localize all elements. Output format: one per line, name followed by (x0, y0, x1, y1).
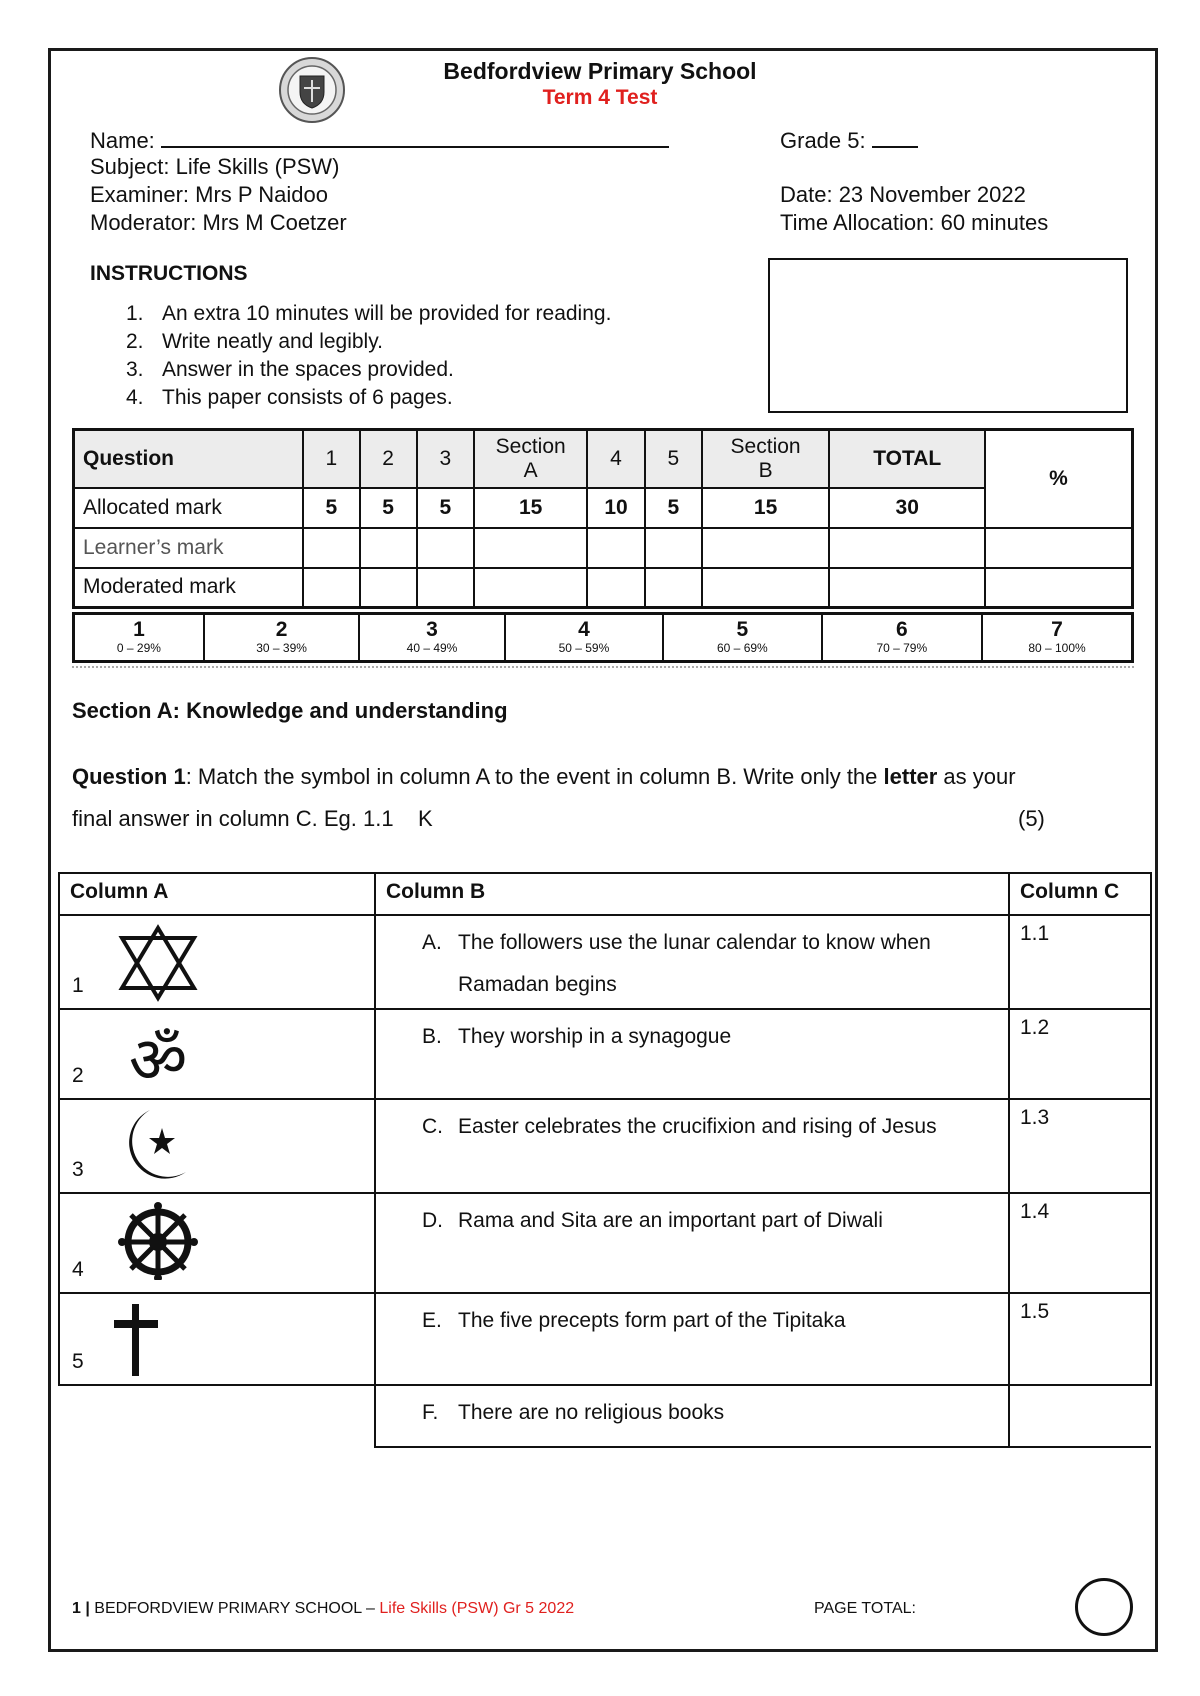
page-number: 1 (72, 1600, 81, 1617)
option-text: The followers use the lunar calendar to know when Ramadan begins (458, 931, 931, 996)
instruction-item: 4. This paper consists of 6 pages. (126, 386, 453, 409)
marks-table (72, 428, 1134, 609)
cross-icon (110, 1300, 206, 1380)
col-percent: % (985, 430, 1132, 528)
page-total-label: PAGE TOTAL: (814, 1600, 916, 1617)
column-c-header: Column C (1009, 873, 1151, 915)
allocated-cell: 5 (417, 488, 475, 528)
section-a-title: Section A: Knowledge and understanding (72, 698, 508, 723)
dharma-wheel-icon (110, 1200, 206, 1280)
answer-cell[interactable]: 1.2 (1009, 1009, 1151, 1099)
moderator-text: Moderator: Mrs M Coetzer (90, 210, 347, 235)
learner-mark-cell[interactable] (303, 528, 360, 568)
option-text: Easter celebrates the crucifixion and rising of Jesus (458, 1115, 937, 1138)
answer-cell[interactable]: 1.3 (1009, 1099, 1151, 1193)
allocated-cell: 15 (474, 488, 587, 528)
instructions-list (126, 300, 611, 412)
level-band: 6 70 – 79% (822, 614, 982, 662)
moderated-mark-cell[interactable] (360, 568, 417, 608)
col-section-b: Section B (702, 430, 830, 488)
answer-cell[interactable]: 1.1 (1009, 915, 1151, 1009)
allocated-cell: 5 (303, 488, 360, 528)
moderated-percent-cell[interactable] (985, 568, 1132, 608)
allocated-cell: 10 (587, 488, 645, 528)
answer-cell[interactable]: 1.4 (1009, 1193, 1151, 1293)
learner-percent-cell[interactable] (985, 528, 1132, 568)
moderated-mark-label: Moderated mark (74, 568, 303, 608)
level-band: 5 60 – 69% (663, 614, 821, 662)
level-band: 3 40 – 49% (359, 614, 504, 662)
learner-mark-cell[interactable] (474, 528, 587, 568)
match-row-extra (59, 1385, 1151, 1447)
allocated-cell: 5 (645, 488, 702, 528)
allocated-cell: 5 (360, 488, 417, 528)
option-letter: A. (422, 931, 442, 954)
option-letter: C. (422, 1115, 443, 1138)
match-row (59, 1293, 1151, 1385)
dotted-divider (72, 666, 1134, 676)
school-name: Bedfordview Primary School (443, 58, 757, 84)
om-icon (110, 1016, 206, 1096)
name-line (90, 126, 669, 154)
learner-mark-cell[interactable] (360, 528, 417, 568)
option-text: There are no religious books (458, 1401, 725, 1424)
symbol-number: 1 (72, 974, 84, 997)
question-1-label: Question 1 (72, 764, 186, 789)
allocated-label: Allocated mark (74, 488, 303, 528)
match-row (59, 915, 1151, 1009)
svg-text:ॐ: ॐ (128, 1024, 188, 1096)
time-allocation-text: Time Allocation: 60 minutes (780, 210, 1049, 235)
option-letter: D. (422, 1209, 443, 1232)
grade-field[interactable] (872, 126, 918, 148)
symbol-number: 4 (72, 1258, 84, 1281)
page-total-circle[interactable] (1075, 1578, 1133, 1636)
option-text: They worship in a synagogue (458, 1025, 732, 1048)
moderated-mark-cell[interactable] (645, 568, 702, 608)
col-total: TOTAL (829, 430, 985, 488)
col-section-a: Section A (474, 430, 587, 488)
name-label: Name: (90, 128, 155, 153)
col-q3: 3 (417, 430, 475, 488)
subject-text: Subject: Life Skills (PSW) (90, 154, 340, 179)
symbol-number: 5 (72, 1350, 84, 1373)
question-1-example: final answer in column C. Eg. 1.1 K (72, 806, 433, 831)
learner-mark-cell[interactable] (829, 528, 985, 568)
symbol-number: 2 (72, 1064, 84, 1087)
question-header: Question (74, 430, 303, 488)
col-q4: 4 (587, 430, 645, 488)
grade-line (780, 126, 918, 154)
option-letter: E. (422, 1309, 442, 1332)
question-1-marks: (5) (1018, 806, 1045, 831)
learner-mark-cell[interactable] (417, 528, 475, 568)
option-letter: F. (422, 1401, 439, 1424)
symbol-number: 3 (72, 1158, 84, 1181)
test-title: Term 4 Test (542, 86, 658, 109)
moderated-mark-cell[interactable] (587, 568, 645, 608)
instruction-item: 3. Answer in the spaces provided. (126, 358, 454, 381)
allocated-cell: 15 (702, 488, 830, 528)
level-band: 4 50 – 59% (505, 614, 663, 662)
matching-table (58, 872, 1152, 1448)
moderated-mark-cell[interactable] (829, 568, 985, 608)
examiner-text: Examiner: Mrs P Naidoo (90, 182, 329, 207)
star-of-david-icon (110, 922, 206, 1002)
allocated-cell: 30 (829, 488, 985, 528)
level-band: 7 80 – 100% (1028, 618, 1086, 655)
option-letter: B. (422, 1025, 442, 1048)
total-mark-box[interactable] (768, 258, 1128, 413)
page-footer: 1 | BEDFORDVIEW PRIMARY SCHOOL – Life Skills (PSW) Gr 5 2022 (72, 1600, 575, 1617)
column-b-header: Column B (375, 873, 1009, 915)
instruction-item: 1. An extra 10 minutes will be provided for reading. (126, 302, 612, 325)
name-field[interactable] (161, 126, 669, 148)
match-row (59, 1009, 1151, 1099)
instructions-title: INSTRUCTIONS (90, 262, 248, 285)
learner-mark-cell[interactable] (645, 528, 702, 568)
option-text: The five precepts form part of the Tipitaka (458, 1309, 846, 1332)
moderated-mark-cell[interactable] (474, 568, 587, 608)
crescent-star-icon (110, 1106, 206, 1186)
match-row (59, 1193, 1151, 1293)
moderated-mark-cell[interactable] (702, 568, 830, 608)
column-a-header: Column A (59, 873, 375, 915)
answer-cell-extra (1009, 1385, 1151, 1447)
learner-mark-label: Learner’s mark (74, 528, 303, 568)
answer-cell[interactable]: 1.5 (1009, 1293, 1151, 1385)
moderated-mark-cell[interactable] (417, 568, 475, 608)
col-q2: 2 (360, 430, 417, 488)
learner-mark-cell[interactable] (587, 528, 645, 568)
col-q1: 1 (303, 430, 360, 488)
footer-subject: Life Skills (PSW) Gr 5 2022 (379, 1600, 575, 1617)
match-row (59, 1099, 1151, 1193)
grade-label: Grade 5: (780, 128, 866, 153)
instruction-item: 2. Write neatly and legibly. (126, 330, 384, 353)
footer-school: BEDFORDVIEW PRIMARY SCHOOL – (94, 1600, 380, 1617)
col-q5: 5 (645, 430, 702, 488)
level-band: 2 30 – 39% (204, 614, 359, 662)
achievement-levels (72, 612, 1134, 663)
level-band: 1 0 – 29% (74, 614, 204, 662)
question-1-instructions: Question 1: Match the symbol in column A to the event in column B. Write only the letter as your final answer in column C. Eg. 1.1 K (5) (72, 756, 1132, 840)
learner-mark-cell[interactable] (702, 528, 830, 568)
date-text: Date: 23 November 2022 (780, 182, 1026, 207)
option-text: Rama and Sita are an important part of Diwali (458, 1209, 883, 1232)
moderated-mark-cell[interactable] (303, 568, 360, 608)
